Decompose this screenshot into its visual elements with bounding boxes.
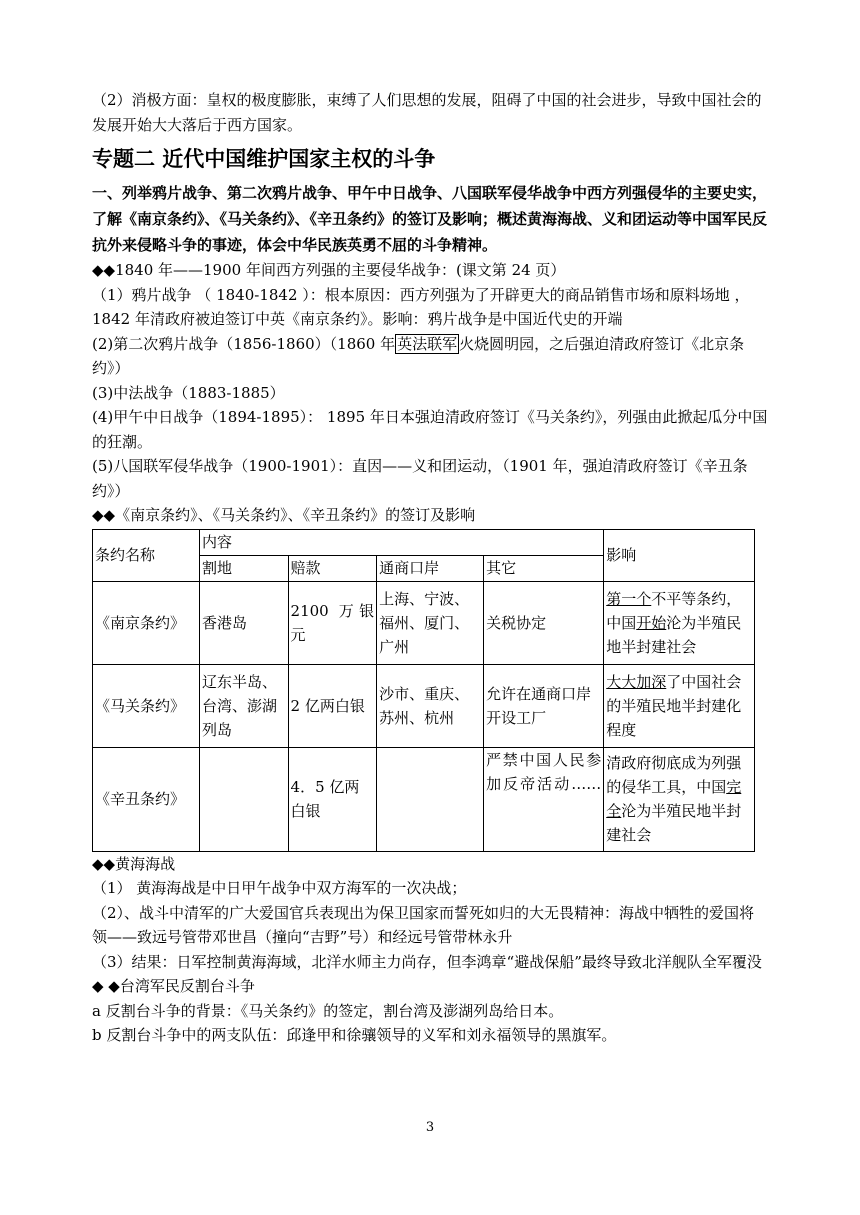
treaty-effect [604,581,755,664]
treaty-indemnity: 2 亿两白银 [288,664,377,747]
header-land: 割地 [199,555,288,581]
wars-heading: ◆◆1840 年——1900 年间西方列强的主要侵华战争：(课文第 24 页） [92,261,566,279]
treaty-land: 辽东半岛、台湾、澎湖列岛 [199,664,288,747]
effect-text-2: 沦为半殖民地半封建社会 [606,802,742,844]
effect-text-1: 不平等条约，中国 [606,589,742,632]
yellow-sea-item-3: （3）结果：日军控制黄海海域，北洋水师主力尚存，但李鸿章“避战保船”最终导致北洋舰队全军覆没 [92,952,762,971]
effect-underline-2: 开始 [636,613,667,632]
treaty-other: 允许在通商口岸开设工厂 [484,664,604,747]
yellow-sea-item-1: （1） 黄海海战是中日甲午战争中双方海军的一次决战； [92,879,467,897]
treaty-ports: 沙市、重庆、苏州、杭州 [377,664,484,747]
effect-underline-1: 大大加深 [606,672,667,691]
war-item-2 [92,332,768,381]
taiwan-heading: ◆ ◆台湾军民反割台斗争 [92,977,255,995]
treaty-indemnity: 4．5 亿两白银 [288,747,377,851]
header-indemnity: 赔款 [288,555,377,581]
header-name: 条约名称 [93,529,200,581]
yellow-sea-item-2: （2）、战斗中清军的广大爱国官兵表现出为保卫国家而誓死如归的大无畏精神：海战中牺牲的爱国将领——致远号管带邓世昌（撞向“吉野”号）和经远号管带林永升 [92,903,755,946]
intro-paragraph: （2）消极方面：皇权的极度膨胀，束缚了人们思想的发展，阻碍了中国的社会进步，导致中国社会的发展开始大大落后于西方国家。 [92,91,762,134]
treaty-ports [377,747,484,851]
effect-text-1: 了中国社会的半殖民地半封建化程度 [606,672,742,739]
page-number: 3 [425,1120,435,1135]
war-item-2-pre: (2)第二次鸦片战争（1856-1860）（1860 年 [92,334,396,353]
taiwan-item-a: a 反割台斗争的背景：《马关条约》的签定，割台湾及澎湖列岛给日本。 [92,1001,564,1020]
treaty-land: 香港岛 [199,581,288,664]
treaty-table [92,529,755,852]
header-ports: 通商口岸 [377,555,484,581]
document-page [92,88,768,1048]
effect-text-2: 沦为半殖民地半封建社会 [606,613,742,656]
effect-underline-1: 第一个 [606,589,652,608]
treaty-ports: 上海、宁波、福州、厦门、广州 [377,581,484,664]
treaty-indemnity: 2100 万银元 [288,581,377,664]
yellow-sea-heading: ◆◆黄海海战 [92,854,176,873]
war-item-3: (3)中法战争（1883-1885） [92,383,285,402]
treaty-effect [604,664,755,747]
table-row [93,664,755,747]
table-row [93,581,755,664]
treaty-name: 《辛丑条约》 [93,747,200,851]
header-content: 内容 [199,529,603,555]
header-effect: 影响 [604,529,755,581]
treaty-other: 严禁中国人民参加反帝活动…… [484,747,604,851]
effect-text-1: 清政府彻底成为列强的侵华工具，中国 [606,754,742,796]
effect-underline-1: 完全 [606,778,742,820]
treaty-other: 关税协定 [484,581,604,664]
section-heading: 一、列举鸦片战争、第二次鸦片战争、甲午中日战争、八国联军侵华战争中西方列强侵华的主要史实，了解《南京条约》、《马关条约》、《辛丑条约》的签订及影响；概述黄海海战、义和团运动等中国军民反抗外来侵略斗争的事迹，体会中华民族英勇不屈的斗争精神。 [92,184,768,254]
taiwan-item-b: b 反割台斗争中的两支队伍：邱逢甲和徐骧领导的义军和刘永福领导的黑旗军。 [92,1026,617,1044]
treaty-name: 《马关条约》 [93,664,200,747]
war-item-2-post: 火烧圆明园，之后强迫清政府签订《北京条约》） [92,334,745,377]
boxed-term: 英法联军 [397,334,458,353]
war-item-1: （1）鸦片战争 （ 1840-1842 ）：根本原因：西方列强为了开辟更大的商品销售市场和原料场地 ，1842 年清政府被迫签订中英《南京条约》。影响：鸦片战争是中国近代史的开端 [92,285,750,328]
war-item-5: (5)八国联军侵华战争（1900-1901）：直因——义和团运动，（1901 年，强迫清政府签订《辛丑条约》） [92,457,748,500]
topic-title: 专题二 近代中国维护国家主权的斗争 [92,147,436,171]
treaties-heading: ◆◆《南京条约》、《马关条约》、《辛丑条约》的签订及影响 [92,506,476,524]
treaty-effect [604,747,755,851]
table-row [93,747,755,851]
treaty-land [199,747,288,851]
treaty-name: 《南京条约》 [93,581,200,664]
war-item-4: (4)甲午中日战争（1894-1895）： 1895 年日本强迫清政府签订《马关条约》，列强由此掀起瓜分中国的狂潮。 [92,408,768,451]
header-other: 其它 [484,555,604,581]
